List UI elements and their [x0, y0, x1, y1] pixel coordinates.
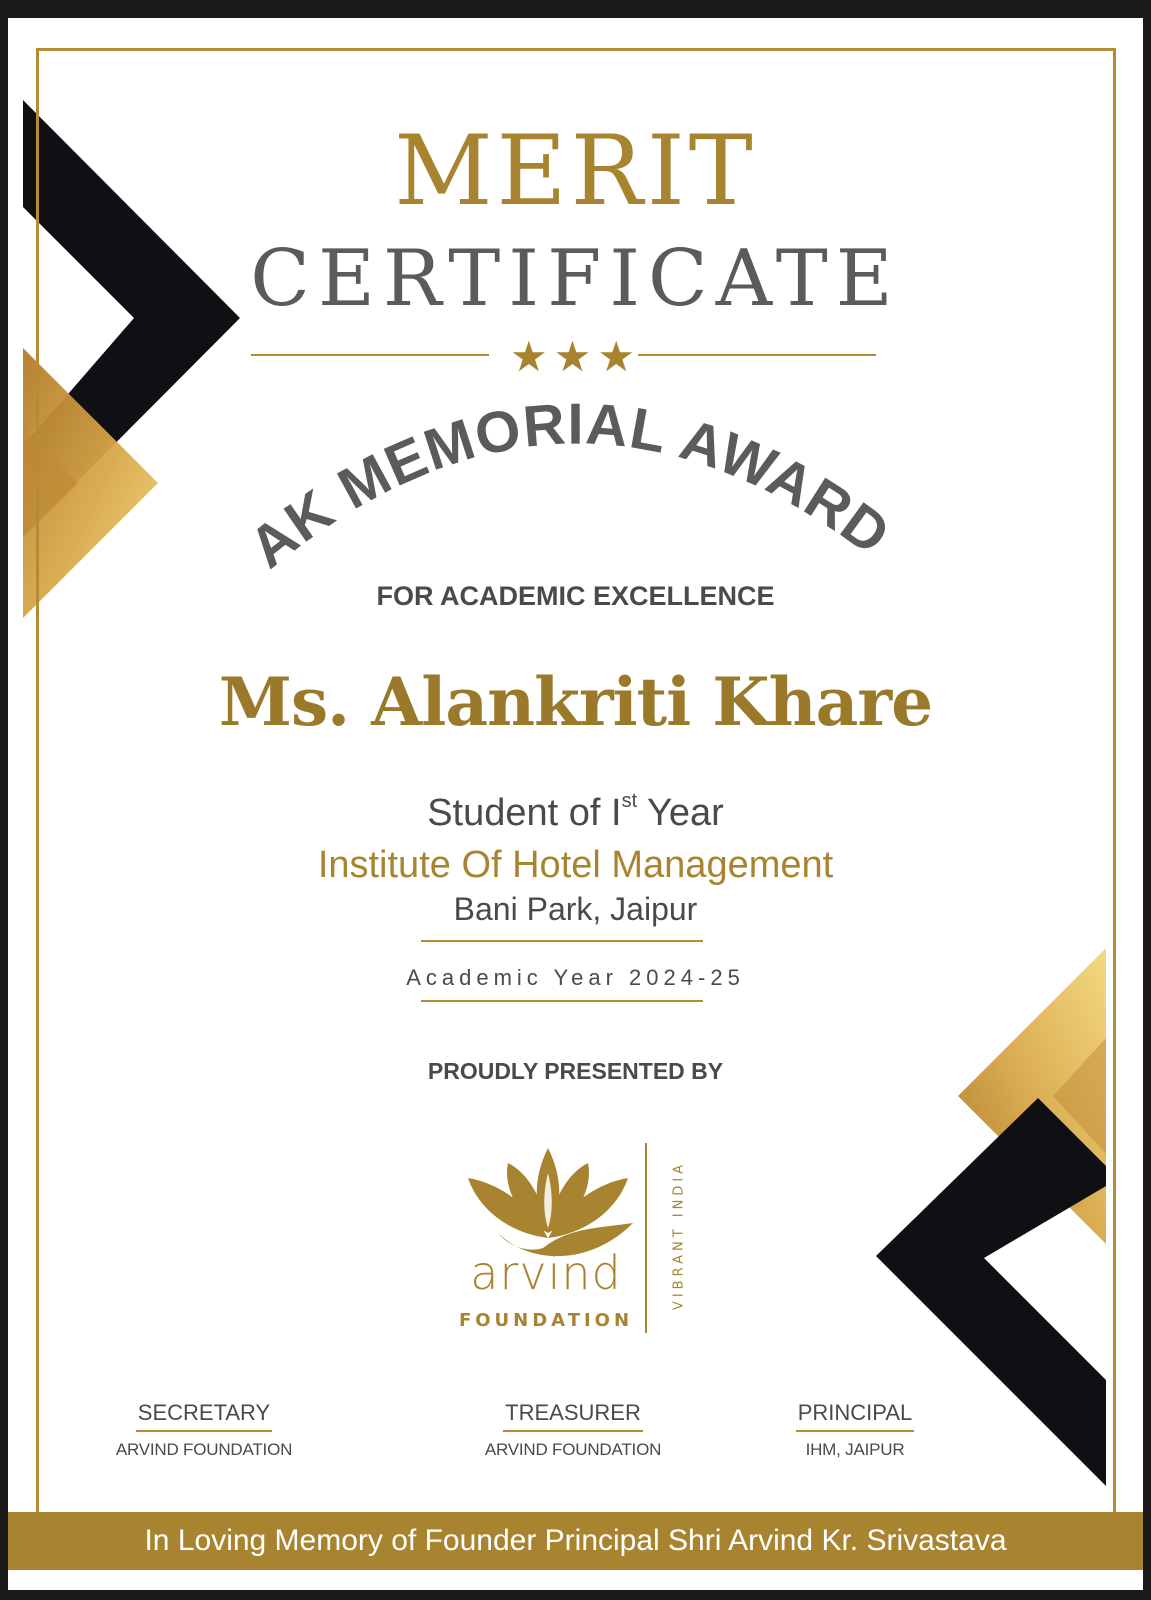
- certificate-page: [8, 18, 1143, 1590]
- logo-tagline: VIBRANT INDIA: [671, 1160, 687, 1311]
- academic-year: Academic Year 2024-25: [406, 965, 745, 990]
- recipient-name: Ms. Alankriti Khare: [218, 663, 933, 741]
- award-name: AK MEMORIAL AWARD: [237, 391, 903, 581]
- signature-role: PRINCIPAL: [796, 1400, 915, 1432]
- year-rule-bottom: [421, 1000, 703, 1002]
- award-subtitle: FOR ACADEMIC EXCELLENCE: [376, 581, 775, 611]
- student-suffix: Year: [637, 792, 724, 834]
- institute-name: Institute Of Hotel Management: [317, 844, 834, 886]
- student-sup: st: [621, 790, 638, 812]
- award-name-arc: [8, 18, 1143, 618]
- signature-principal: [735, 1400, 975, 1460]
- logo-divider: [645, 1143, 647, 1333]
- institute-location: Bani Park, Jaipur: [453, 891, 698, 927]
- student-prefix: Student of I: [427, 792, 622, 834]
- signature-org: ARVIND FOUNDATION: [484, 1440, 662, 1459]
- year-rule-top: [421, 940, 703, 942]
- lotus-icon: [448, 1128, 688, 1338]
- student-year: [8, 790, 1143, 835]
- memorial-footer: In Loving Memory of Founder Principal Shri Arvind Kr. Srivastava: [8, 1512, 1143, 1570]
- logo-subtext: FOUNDATION: [458, 1310, 634, 1331]
- title-merit: MERIT: [394, 115, 757, 227]
- title-certificate: CERTIFICATE: [250, 234, 901, 324]
- signature-role: TREASURER: [503, 1400, 643, 1432]
- logo-wordmark: arvind: [470, 1246, 622, 1300]
- signature-treasurer: [453, 1400, 693, 1460]
- signature-org: ARVIND FOUNDATION: [115, 1440, 293, 1459]
- three-stars-icon: ★★★: [510, 332, 641, 381]
- signature-secretary: [84, 1400, 324, 1460]
- svg-text:AK MEMORIAL AWARD: [237, 391, 902, 580]
- presented-by-label: PROUDLY PRESENTED BY: [427, 1058, 724, 1084]
- signature-org: IHM, JAIPUR: [805, 1440, 905, 1459]
- signature-role: SECRETARY: [136, 1400, 272, 1432]
